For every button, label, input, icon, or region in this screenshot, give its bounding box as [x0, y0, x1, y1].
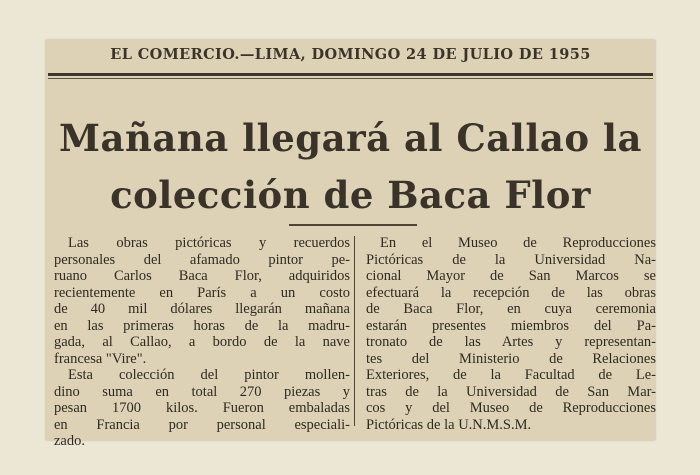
text-line: ruano Carlos Baca Flor, adquiridos [54, 268, 350, 284]
text-line: cos y del Museo de Reproducciones [366, 400, 656, 416]
column-divider [354, 236, 355, 426]
text-line: tes del Ministerio de Relaciones [366, 350, 656, 367]
text-line: tras de la Universidad de San Mar- [366, 383, 656, 400]
text-line: efectuará la recepción de las obras [366, 284, 656, 301]
text-line: dino suma en total 270 piezas y [54, 383, 350, 400]
newspaper-dateline: EL COMERCIO.—LIMA, DOMINGO 24 DE JULIO DE 1955 [110, 46, 591, 63]
header-rule-thin [48, 78, 653, 79]
text-line: Exteriores, de la Facultad de Le- [366, 367, 656, 383]
text-line: zado. [54, 433, 85, 449]
text-line: de Baca Flor, en cuya ceremonia [366, 301, 656, 317]
text-line: personales del afamado pintor pe- [54, 251, 350, 268]
text-line: En el Museo de Reproducciones [380, 235, 656, 251]
text-line: gada, al Callao, a bordo de la nave [54, 334, 350, 350]
article-column-right [366, 235, 656, 433]
text-line: francesa "Vire". [54, 350, 147, 367]
text-line: estarán presentes miembros del Pa- [366, 317, 656, 334]
text-line: tronato de las Artes y representan- [366, 334, 656, 350]
text-line: Esta colección del pintor mollen- [68, 367, 350, 383]
header-rule-thick [48, 73, 653, 76]
text-line: recientemente en París a un costo [54, 284, 350, 301]
text-line: en las primeras horas de la madru- [54, 317, 350, 334]
newspaper-clipping [46, 40, 656, 449]
text-line: de 40 mil dólares llegarán mañana [54, 301, 350, 317]
article-column-left [54, 235, 350, 450]
text-line: Pictóricas de la Universidad Na- [366, 251, 656, 268]
article-headline [46, 110, 655, 224]
text-line: en Francia por personal especiali- [54, 416, 350, 433]
headline-line-1: Mañana llegará al Callao la [59, 116, 642, 160]
headline-divider [289, 224, 417, 226]
text-line: Las obras pictóricas y recuerdos [68, 235, 350, 251]
text-line: pesan 1700 kilos. Fueron embaladas [54, 400, 350, 416]
text-line: Pictóricas de la U.N.M.S.M. [366, 416, 532, 433]
headline-line-2: colección de Baca Flor [110, 173, 591, 217]
text-line: cional Mayor de San Marcos se [366, 268, 656, 284]
